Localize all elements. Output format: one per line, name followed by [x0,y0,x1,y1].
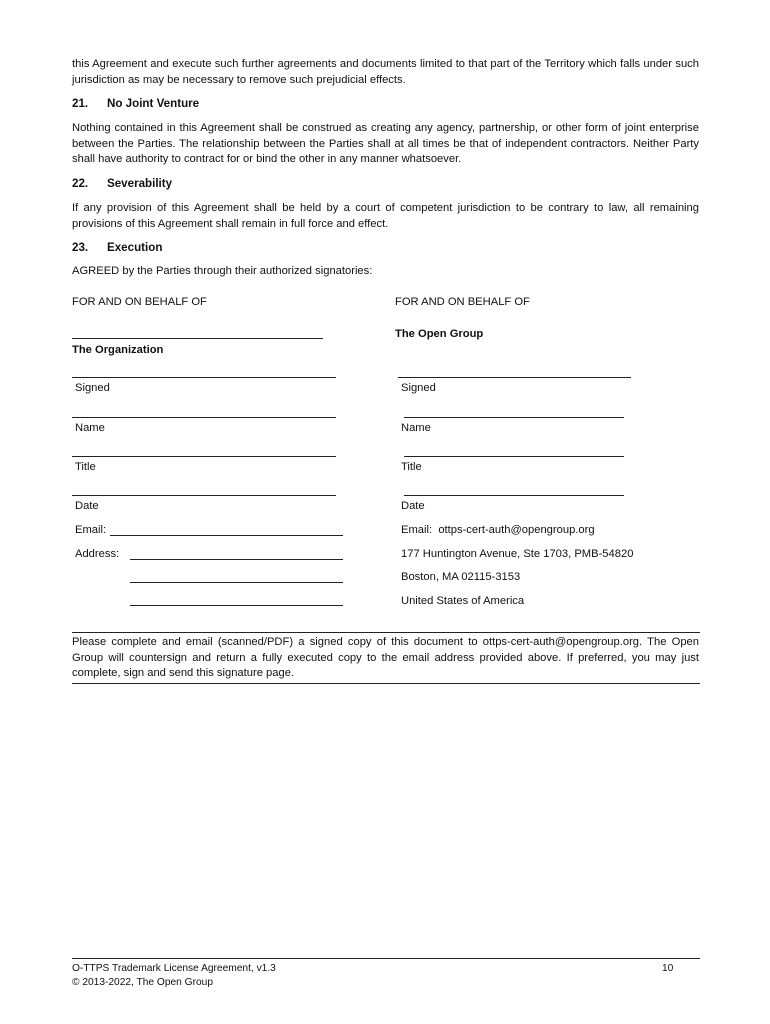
section-title: Execution [107,241,163,254]
left-party-name: The Organization [72,344,164,356]
right-party-heading: FOR AND ON BEHALF OF [395,296,530,308]
left-address-line-2[interactable] [130,582,343,583]
right-name-label: Name [401,422,431,434]
footer-page-number: 10 [662,963,674,974]
organization-name-line[interactable] [72,338,323,339]
right-name-line[interactable] [404,417,624,418]
section-21-body: Nothing contained in this Agreement shall be construed as creating any agency, partnership, or other form of joint enterprise between the Parties. The relationship between the Parties shall at all times be that of independent contractors. Neither Party shall have authority to contract for or bind the other in any manner whatsoever. [72,122,699,166]
left-name-label: Name [75,422,105,434]
left-signed-line[interactable] [72,377,336,378]
left-name-line[interactable] [72,417,336,418]
left-signed-label: Signed [75,382,110,394]
footer-document-title: O-TTPS Trademark License Agreement, v1.3 [72,963,276,974]
right-date-label: Date [401,500,425,512]
footer-copyright: © 2013-2022, The Open Group [72,977,213,988]
note-top-rule [72,632,700,633]
left-date-line[interactable] [72,495,336,496]
right-date-line[interactable] [404,495,624,496]
section-number: 21. [72,97,89,110]
section-21-heading [72,97,199,110]
right-signed-label: Signed [401,382,436,394]
section-number: 22. [72,177,89,190]
note-bottom-rule [72,683,700,684]
section-number: 23. [72,241,89,254]
right-address-line-3: United States of America [401,595,525,607]
left-party-heading: FOR AND ON BEHALF OF [72,296,207,308]
left-email-line[interactable] [110,535,343,536]
section-title: No Joint Venture [107,97,200,110]
left-email-label: Email: [75,524,107,536]
left-address-label: Address: [75,548,120,560]
right-email-label: Email: [401,524,433,536]
left-title-label: Title [75,461,96,473]
left-date-label: Date [75,500,99,512]
section-22-body: If any provision of this Agreement shall be held by a court of competent jurisdiction to be contrary to law, all remaining provisions of this Agreement shall remain in full force and effect. [72,202,699,230]
section-title: Severability [107,177,173,190]
left-title-line[interactable] [72,456,336,457]
right-email [401,523,595,537]
right-signed-line[interactable] [398,377,631,378]
left-address-line-1[interactable] [130,559,343,560]
left-address-line-3[interactable] [130,605,343,606]
right-address-line-1: 177 Huntington Avenue, Ste 1703, PMB-54820 [401,548,634,560]
footer-rule [72,958,700,959]
right-title-label: Title [401,461,422,473]
right-address-line-2: Boston, MA 02115-3153 [401,571,521,583]
section-23-heading [72,241,162,254]
right-party-name: The Open Group [395,328,484,340]
section-22-heading [72,177,172,190]
intro-paragraph: this Agreement and execute such further agreements and documents limited to that part of the Territory which falls under such jurisdiction as may be necessary to remove such prejudicial effects. [72,58,699,86]
right-email-value: ottps-cert-auth@opengroup.org [438,524,595,536]
execution-statement: AGREED by the Parties through their authorized signatories: [72,265,373,277]
right-title-line[interactable] [404,456,624,457]
instructions-note: Please complete and email (scanned/PDF) a signed copy of this document to ottps-cert-auth@opengroup.org. The Open Group will countersign and return a fully executed copy to the email address provided above. If preferred, you may just complete, sign and send this signature page. [72,636,699,680]
